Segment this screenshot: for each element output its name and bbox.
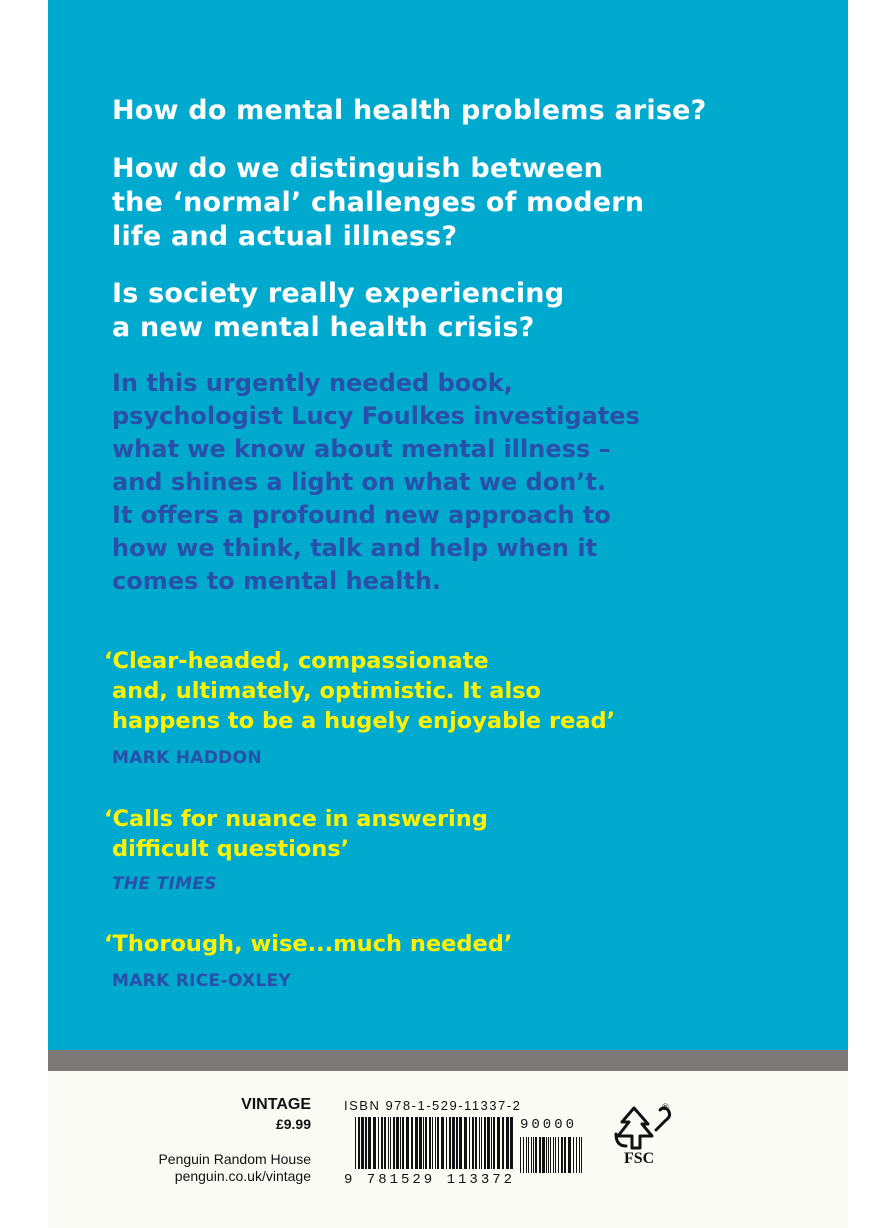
- question-line: the ‘normal’ challenges of modern: [112, 187, 645, 218]
- barcode-bar: [553, 1137, 554, 1173]
- barcode-bar: [400, 1117, 401, 1169]
- blurb-line: and shines a light on what we don’t.: [112, 468, 606, 496]
- barcode-bar: [531, 1137, 532, 1173]
- isbn-digits: 9 781529 113372: [344, 1172, 516, 1188]
- barcode-bar: [561, 1137, 563, 1173]
- blurb-line: what we know about mental illness –: [112, 435, 611, 463]
- quote-line: happens to be a hugely enjoyable read’: [112, 708, 616, 734]
- barcode-bar: [435, 1117, 436, 1169]
- barcode-bar: [523, 1137, 524, 1173]
- barcode-bar: [493, 1117, 495, 1169]
- quote-line: ‘Thorough, wise...much needed’: [104, 931, 513, 957]
- grey-band: [48, 1050, 848, 1071]
- question-line: life and actual illness?: [112, 221, 458, 252]
- barcode-bar: [568, 1137, 571, 1173]
- barcode-bar: [441, 1117, 444, 1169]
- barcode-bar: [555, 1137, 556, 1173]
- barcode-bar: [423, 1117, 424, 1169]
- barcode-bar: [373, 1117, 376, 1169]
- barcode-bar: [437, 1117, 439, 1169]
- blurb-line: comes to mental health.: [112, 567, 442, 595]
- barcode-bar: [484, 1117, 486, 1169]
- quote-attribution: MARK HADDON: [112, 748, 262, 768]
- barcode-bar: [542, 1137, 545, 1173]
- blurb-line: how we think, talk and help when it: [112, 534, 598, 562]
- barcode-bar: [533, 1137, 534, 1173]
- quote-line: ‘Calls for nuance in answering: [104, 806, 488, 832]
- barcode-bar: [510, 1117, 513, 1169]
- blurb-line: In this urgently needed book,: [112, 369, 513, 397]
- barcode-bar: [502, 1117, 504, 1169]
- barcode-bar: [419, 1117, 422, 1169]
- barcode-bar: [415, 1117, 418, 1169]
- barcode-bar: [535, 1137, 537, 1173]
- review-quote: [104, 929, 512, 959]
- barcode-bar: [459, 1117, 462, 1169]
- barcode-bar: [558, 1137, 559, 1173]
- barcode-bar: [432, 1117, 433, 1169]
- barcode-bar: [550, 1137, 551, 1173]
- barcode-bar: [464, 1117, 467, 1169]
- barcode-bar: [472, 1117, 474, 1169]
- barcode-bar: [365, 1117, 367, 1169]
- barcode-bar: [358, 1117, 360, 1169]
- question-line: How do mental health problems arise?: [112, 95, 707, 126]
- blurb-line: It offers a profound new approach to: [112, 501, 611, 529]
- quote-attribution: THE TIMES: [112, 874, 217, 894]
- quote-attribution: MARK RICE-OXLEY: [112, 971, 292, 991]
- barcode-bar: [506, 1117, 509, 1169]
- barcode-bar: [481, 1117, 482, 1169]
- barcode-bar: [573, 1137, 574, 1173]
- barcode-bar: [564, 1137, 566, 1173]
- barcode-bar: [528, 1137, 529, 1173]
- barcode-bar: [576, 1137, 577, 1173]
- barcode-bar: [390, 1117, 391, 1169]
- fsc-label: FSC: [624, 1150, 655, 1167]
- imprint-logo: VINTAGE: [241, 1096, 311, 1113]
- barcode-bar: [411, 1117, 413, 1169]
- blurb-paragraph: [112, 367, 640, 598]
- barcode-bar: [381, 1117, 383, 1169]
- barcode-bar: [393, 1117, 395, 1169]
- barcode-bar: [449, 1117, 451, 1169]
- price-code: 90000: [520, 1117, 578, 1133]
- barcode-bar: [361, 1117, 364, 1169]
- barcode-bar: [539, 1137, 541, 1173]
- barcode-bar: [429, 1117, 431, 1169]
- barcode-bar: [368, 1117, 371, 1169]
- barcode-bar: [355, 1117, 356, 1169]
- barcode-bar: [487, 1117, 490, 1169]
- barcode-bar: [406, 1117, 409, 1169]
- barcode-bar: [520, 1137, 521, 1173]
- barcode-bar: [497, 1117, 500, 1169]
- quote-line: difficult questions’: [112, 836, 350, 862]
- isbn-label: ISBN 978-1-529-11337-2: [344, 1098, 522, 1113]
- price: £9.99: [275, 1116, 311, 1132]
- blurb-line: psychologist Lucy Foulkes investigates: [112, 402, 640, 430]
- barcode-bar: [469, 1117, 470, 1169]
- barcode-bar: [446, 1117, 447, 1169]
- barcode-bar: [479, 1117, 480, 1169]
- barcode-bar: [579, 1137, 580, 1173]
- fsc-registered-mark: ®: [662, 1102, 669, 1112]
- price-barcode: [520, 1137, 586, 1177]
- question-line: Is society really experiencing: [112, 278, 565, 309]
- barcode-bar: [526, 1137, 527, 1173]
- barcode-bar: [396, 1117, 399, 1169]
- barcode-bar: [378, 1117, 379, 1169]
- barcode-bar: [491, 1117, 492, 1169]
- barcode-bar: [546, 1137, 547, 1173]
- review-quote: [104, 646, 615, 736]
- isbn-barcode: [355, 1117, 513, 1177]
- publisher-group: Penguin Random House: [158, 1151, 311, 1167]
- barcode-bar: [384, 1117, 386, 1169]
- quote-line: and, ultimately, optimistic. It also: [112, 678, 542, 704]
- barcode-bar: [456, 1117, 458, 1169]
- barcode-bar: [402, 1117, 404, 1169]
- barcode-bar: [452, 1117, 455, 1169]
- barcode-bar: [388, 1117, 389, 1169]
- barcode-bar: [425, 1117, 427, 1169]
- review-quote: [104, 804, 488, 864]
- quote-line: ‘Clear-headed, compassionate: [104, 648, 489, 674]
- question-line: How do we distinguish between: [112, 153, 604, 184]
- barcode-bar: [581, 1137, 582, 1173]
- barcode-bar: [475, 1117, 477, 1169]
- question-line: a new mental health crisis?: [112, 312, 535, 343]
- publisher-url: penguin.co.uk/vintage: [174, 1168, 311, 1184]
- barcode-bar: [548, 1137, 549, 1173]
